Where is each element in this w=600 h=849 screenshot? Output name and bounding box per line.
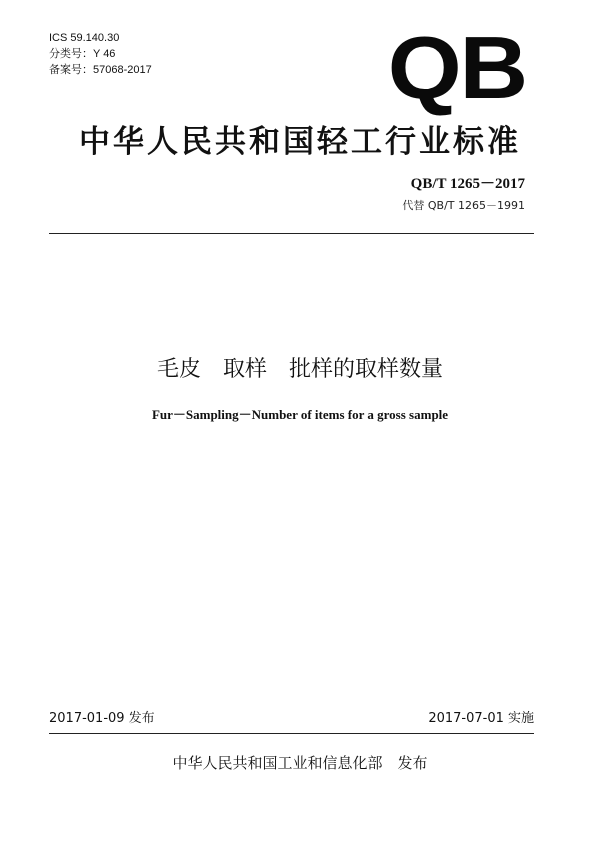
issue-date: 2017-01-09 发布 [49,711,155,726]
category-code: 分类号：Y 46 [49,48,116,60]
header-meta [49,30,152,78]
implementation-date: 2017-07-01 实施 [428,711,534,726]
record-number: 备案号：57068-2017 [49,64,152,76]
publisher: 中华人民共和国工业和信息化部 发布 [172,754,428,772]
document-title-en: Fur－Sampling－Number of items for a gross sample [151,407,449,422]
standard-title: 中华人民共和国轻工行业标准 [79,124,521,160]
bottom-divider [49,733,534,734]
ics-code: ICS 59.140.30 [49,32,120,44]
standard-code: QB/T 1265－2017 [410,176,525,192]
replaces-code: 代替 QB/T 1265－1991 [402,199,525,212]
document-title-cn: 毛皮 取样 批样的取样数量 [156,357,443,382]
qb-logo: QB [387,18,526,117]
top-divider [49,233,534,234]
